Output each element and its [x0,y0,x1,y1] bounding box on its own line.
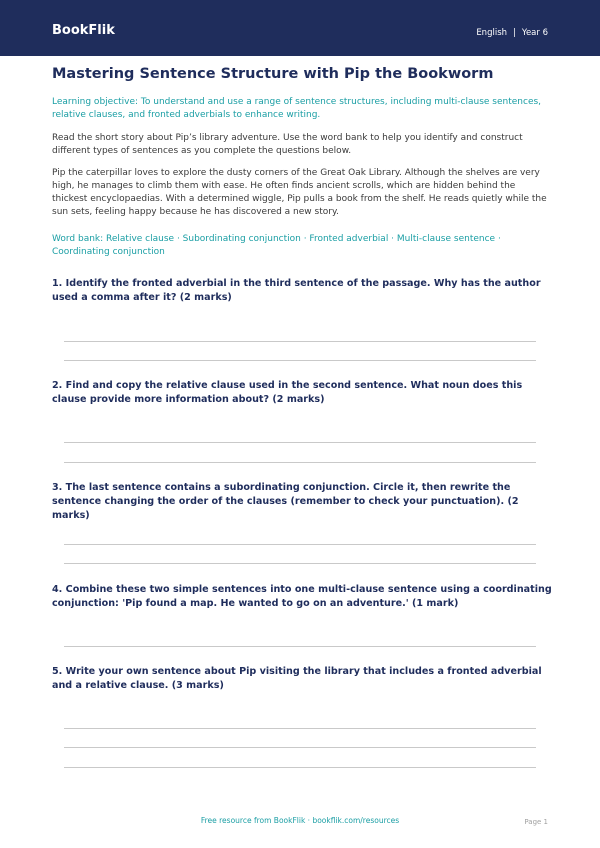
header-bar [0,0,600,56]
story-passage: Pip the caterpillar loves to explore the dusty corners of the Great Oak Library. Although the shelves are very high, he manages to climb them with ease. He often finds ancient scrolls, which are hidden behind the thickest encyclopaedias. With a determined wiggle, Pip pulls a book from the shelf. He reads quietly while the sun sets, feeling happy because he has discovered a new story. [52,168,547,217]
page-title: Mastering Sentence Structure with Pip the Bookworm [52,66,494,82]
answer-line[interactable] [64,462,536,463]
answer-line[interactable] [64,442,536,443]
subject-label: English [476,28,508,38]
answer-line[interactable] [64,360,536,361]
answer-line[interactable] [64,563,536,564]
header-separator: | [513,28,516,38]
answer-line[interactable] [64,544,536,545]
page-number: Page 1 [524,818,548,826]
question-5: 5. Write your own sentence about Pip visiting the library that includes a fronted adverbial and a relative clause. (3 marks) [52,666,542,691]
word-bank: Word bank: Relative clause · Subordinating conjunction · Fronted adverbial · Multi-clause sentence · Coordinating conjunction [52,234,501,257]
learning-objective: Learning objective: To understand and use a range of sentence structures, including multi-clause sentences, relative clauses, and fronted adverbials to enhance writing. [52,97,542,120]
question-1: 1. Identify the fronted adverbial in the third sentence of the passage. Why has the author used a comma after it? (2 marks) [52,278,541,303]
question-4: 4. Combine these two simple sentences into one multi-clause sentence using a coordinating conjunction: 'Pip found a map. He wanted to go on an adventure.' (1 mark) [52,584,552,609]
answer-line[interactable] [64,646,536,647]
answer-line[interactable] [64,728,536,729]
answer-line[interactable] [64,341,536,342]
answer-line[interactable] [64,747,536,748]
year-label: Year 6 [521,28,548,38]
brand-logo[interactable]: BookFlik [52,23,115,38]
question-2: 2. Find and copy the relative clause used in the second sentence. What noun does this clause provide more information about? (2 marks) [52,380,523,405]
answer-line[interactable] [64,767,536,768]
header-meta [476,28,548,38]
intro-text: Read the short story about Pip’s library adventure. Use the word bank to help you identify and construct different types of sentences as you complete the questions below. [52,133,523,156]
footer-link[interactable]: Free resource from BookFlik · bookflik.com/resources [200,816,400,825]
question-3: 3. The last sentence contains a subordinating conjunction. Circle it, then rewrite the sentence changing the order of the clauses (remember to check your punctuation). (2 marks) [52,482,519,521]
